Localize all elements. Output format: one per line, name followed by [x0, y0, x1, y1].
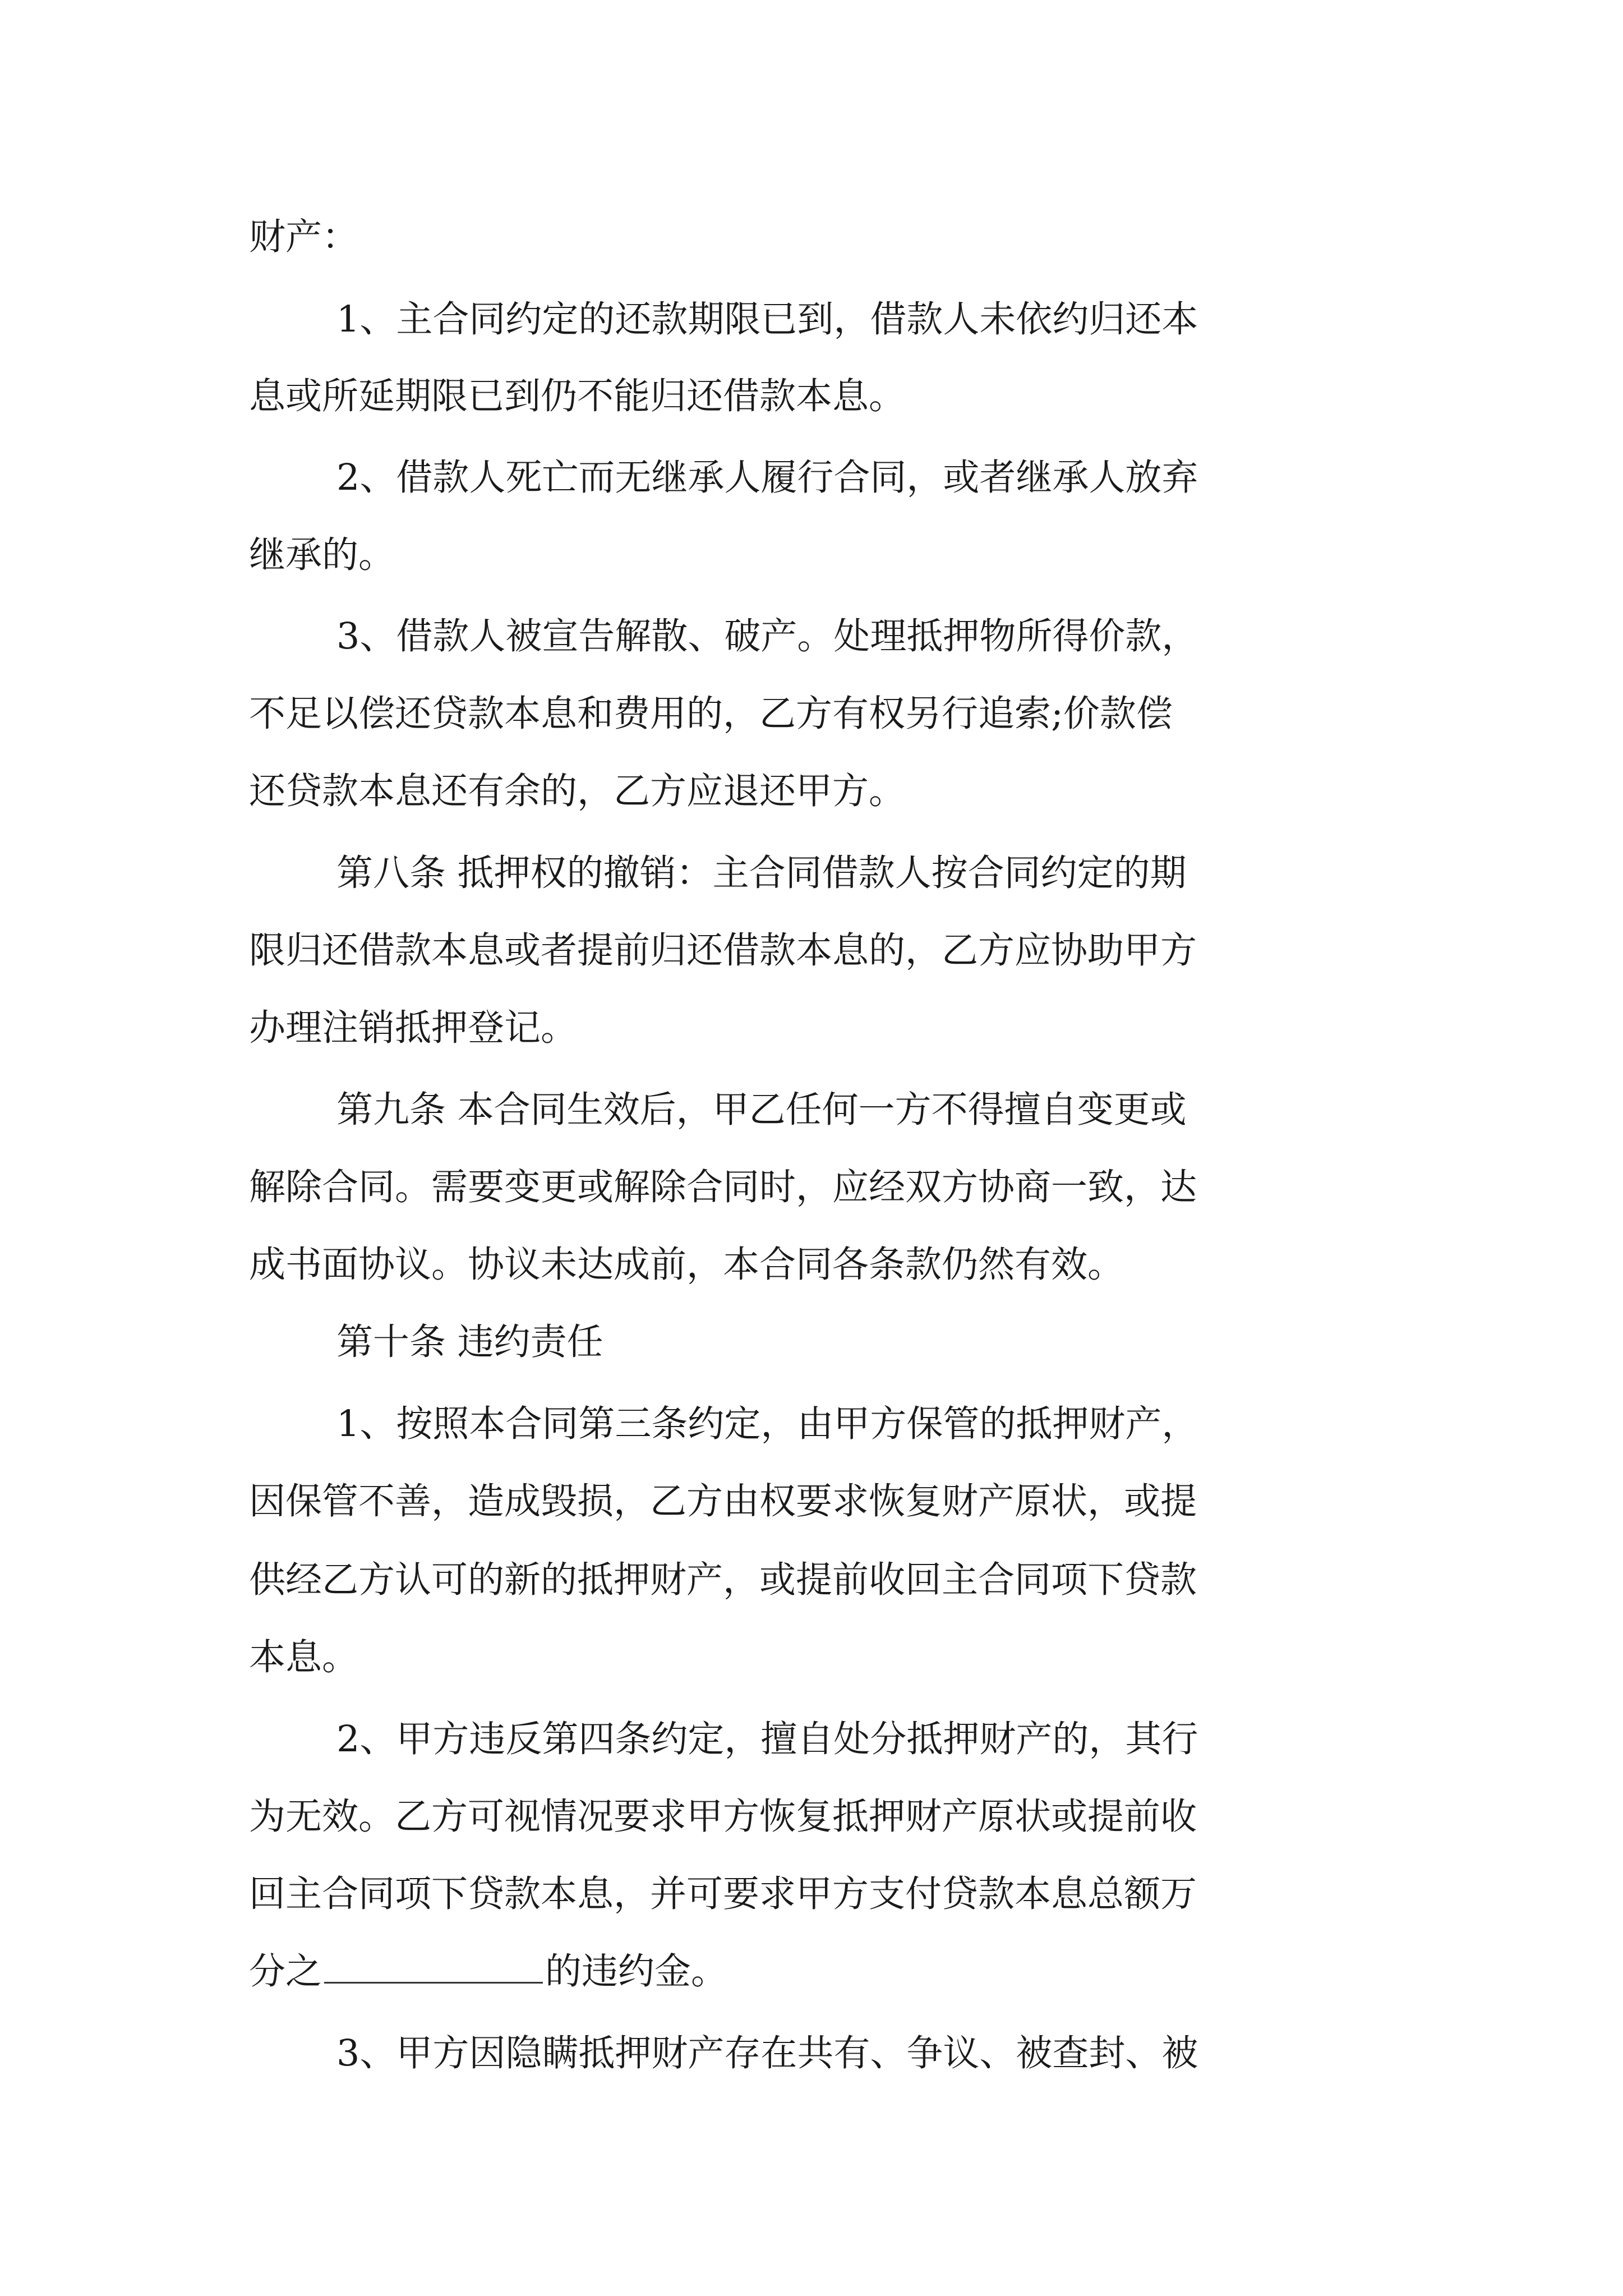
text-line: 继承的。 [249, 534, 395, 576]
text-line: 回主合同项下贷款本息，并可要求甲方支付贷款本息总额万 [249, 1873, 1197, 1915]
text-line: 2、甲方违反第四条约定，擅自处分抵押财产的，其行 [336, 1718, 1198, 1760]
text-line: 因保管不善，造成毁损，乙方由权要求恢复财产原状，或提 [249, 1480, 1197, 1522]
text-line: 2、借款人死亡而无继承人履行合同，或者继承人放弃 [336, 457, 1198, 499]
text-line: 财产： [249, 216, 359, 258]
penalty-prefix: 分之 [249, 1950, 322, 1993]
text-line: 为无效。乙方可视情况要求甲方恢复抵押财产原状或提前收 [249, 1796, 1197, 1838]
penalty-suffix: 的违约金。 [545, 1950, 728, 1993]
text-line: 办理注销抵押登记。 [249, 1007, 578, 1049]
fill-in-blank[interactable] [324, 1945, 543, 1984]
text-line: 解除合同。需要变更或解除合同时，应经双方协商一致，达 [249, 1166, 1197, 1208]
text-line: 第十条 违约责任 [336, 1321, 603, 1363]
penalty-line [249, 1941, 727, 2003]
text-line: 3、甲方因隐瞒抵押财产存在共有、争议、被查封、被 [336, 2032, 1198, 2074]
text-line: 供经乙方认可的新的抵押财产，或提前收回主合同项下贷款 [249, 1559, 1197, 1601]
text-line: 第八条 抵押权的撤销：主合同借款人按合同约定的期 [336, 852, 1187, 894]
text-line: 成书面协议。协议未达成前，本合同各条款仍然有效。 [249, 1244, 1124, 1286]
text-line: 限归还借款本息或者提前归还借款本息的，乙方应协助甲方 [249, 930, 1197, 972]
text-line: 1、主合同约定的还款期限已到，借款人未依约归还本 [336, 298, 1198, 341]
text-line: 息或所延期限已到仍不能归还借款本息。 [249, 375, 906, 417]
text-line: 还贷款本息还有余的，乙方应退还甲方。 [249, 770, 906, 812]
text-line: 不足以偿还贷款本息和费用的，乙方有权另行追索;价款偿 [249, 693, 1173, 735]
text-line: 1、按照本合同第三条约定，由甲方保管的抵押财产， [336, 1403, 1198, 1445]
text-line: 3、借款人被宣告解散、破产。处理抵押物所得价款， [336, 615, 1198, 657]
text-line: 第九条 本合同生效后，甲乙任何一方不得擅自变更或 [336, 1089, 1187, 1131]
text-line: 本息。 [249, 1636, 359, 1678]
